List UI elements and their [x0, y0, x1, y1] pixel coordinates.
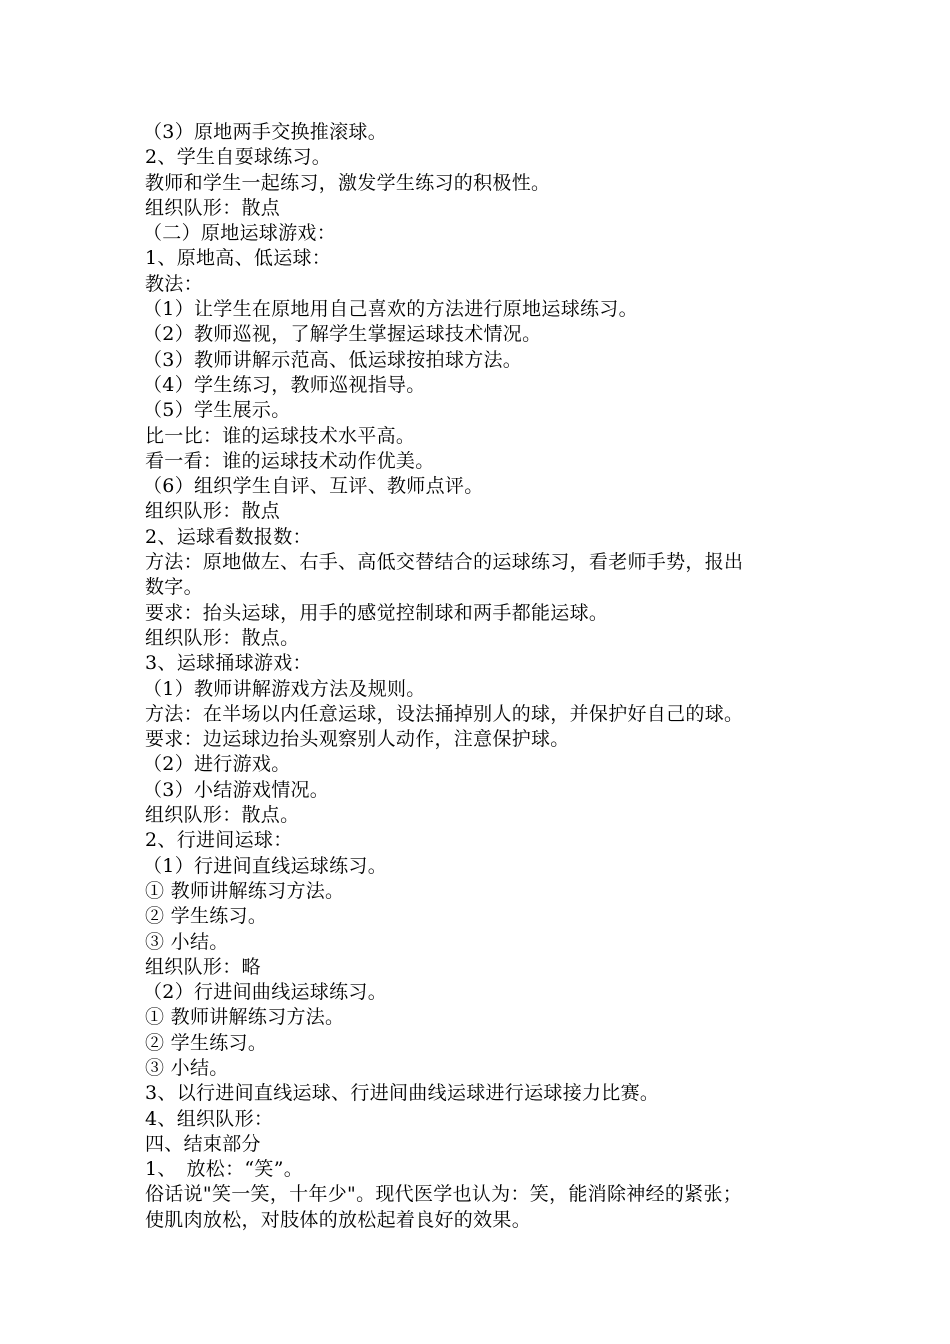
text-line: 教法： [145, 272, 203, 295]
text-line: 1、原地高、低运球： [145, 247, 332, 270]
text-line: ② 学生练习。 [145, 1031, 268, 1054]
text-line: 组织队形：散点。 [145, 626, 300, 649]
text-line: （5）学生展示。 [143, 399, 291, 422]
text-line: （3）教师讲解示范高、低运球按拍球方法。 [143, 348, 523, 371]
text-line: 比一比：谁的运球技术水平高。 [145, 424, 416, 447]
text-line: 组织队形：散点 [145, 500, 281, 523]
text-line: （1）行进间直线运球练习。 [143, 854, 387, 877]
text-line: ① 教师讲解练习方法。 [145, 1006, 345, 1029]
text-line: 4、组织队形： [145, 1107, 274, 1130]
text-line: （2）行进间曲线运球练习。 [143, 981, 387, 1004]
text-line: 教师和学生一起练习，激发学生练习的积极性。 [145, 171, 551, 194]
text-line: 组织队形：散点 [145, 196, 281, 219]
text-line: 数字。 [145, 576, 203, 599]
text-line: ③ 小结。 [145, 1056, 229, 1079]
text-line: 组织队形：散点。 [145, 804, 300, 827]
text-line: （2）进行游戏。 [143, 753, 291, 776]
text-line: 俗话说"笑一笑，十年少"。现代医学也认为：笑，能消除神经的紧张； [145, 1183, 743, 1206]
text-line: 看一看：谁的运球技术动作优美。 [145, 449, 435, 472]
text-line: 使肌肉放松，对肢体的放松起着良好的效果。 [145, 1208, 532, 1231]
text-line: （1）让学生在原地用自己喜欢的方法进行原地运球练习。 [143, 298, 638, 321]
text-line: （1）教师讲解游戏方法及规则。 [143, 677, 426, 700]
text-line: ① 教师讲解练习方法。 [145, 879, 345, 902]
text-line: （二）原地运球游戏： [143, 222, 337, 245]
text-line: （4）学生练习，教师巡视指导。 [143, 373, 426, 396]
text-line: 2、学生自耍球练习。 [145, 146, 332, 169]
text-line: （3）小结游戏情况。 [143, 778, 330, 801]
text-line: 3、以行进间直线运球、行进间曲线运球进行运球接力比赛。 [145, 1082, 660, 1105]
text-line: 2、行进间运球： [145, 829, 293, 852]
text-line: 要求：抬头运球，用手的感觉控制球和两手都能运球。 [145, 601, 609, 624]
text-line: 方法：原地做左、右手、高低交替结合的运球练习，看老师手势，报出 [145, 551, 744, 574]
text-line: 要求：边运球边抬头观察别人动作，注意保护球。 [145, 728, 570, 751]
section-heading: 四、结束部分 [145, 1132, 261, 1155]
text-line: 方法：在半场以内任意运球，设法捅掉别人的球，并保护好自己的球。 [145, 702, 744, 725]
text-line: 2、运球看数报数： [145, 525, 312, 548]
text-line: ② 学生练习。 [145, 905, 268, 928]
text-line: 3、运球捅球游戏： [145, 652, 312, 675]
text-line: （6）组织学生自评、互评、教师点评。 [143, 475, 484, 498]
text-line: 1、 放松：“笑”。 [145, 1158, 304, 1181]
text-line: （2）教师巡视，了解学生掌握运球技术情况。 [143, 323, 542, 346]
text-line: 组织队形：略 [145, 955, 261, 978]
document-body [145, 120, 815, 1233]
text-line: ③ 小结。 [145, 930, 229, 953]
text-line: （3）原地两手交换推滚球。 [143, 121, 387, 143]
